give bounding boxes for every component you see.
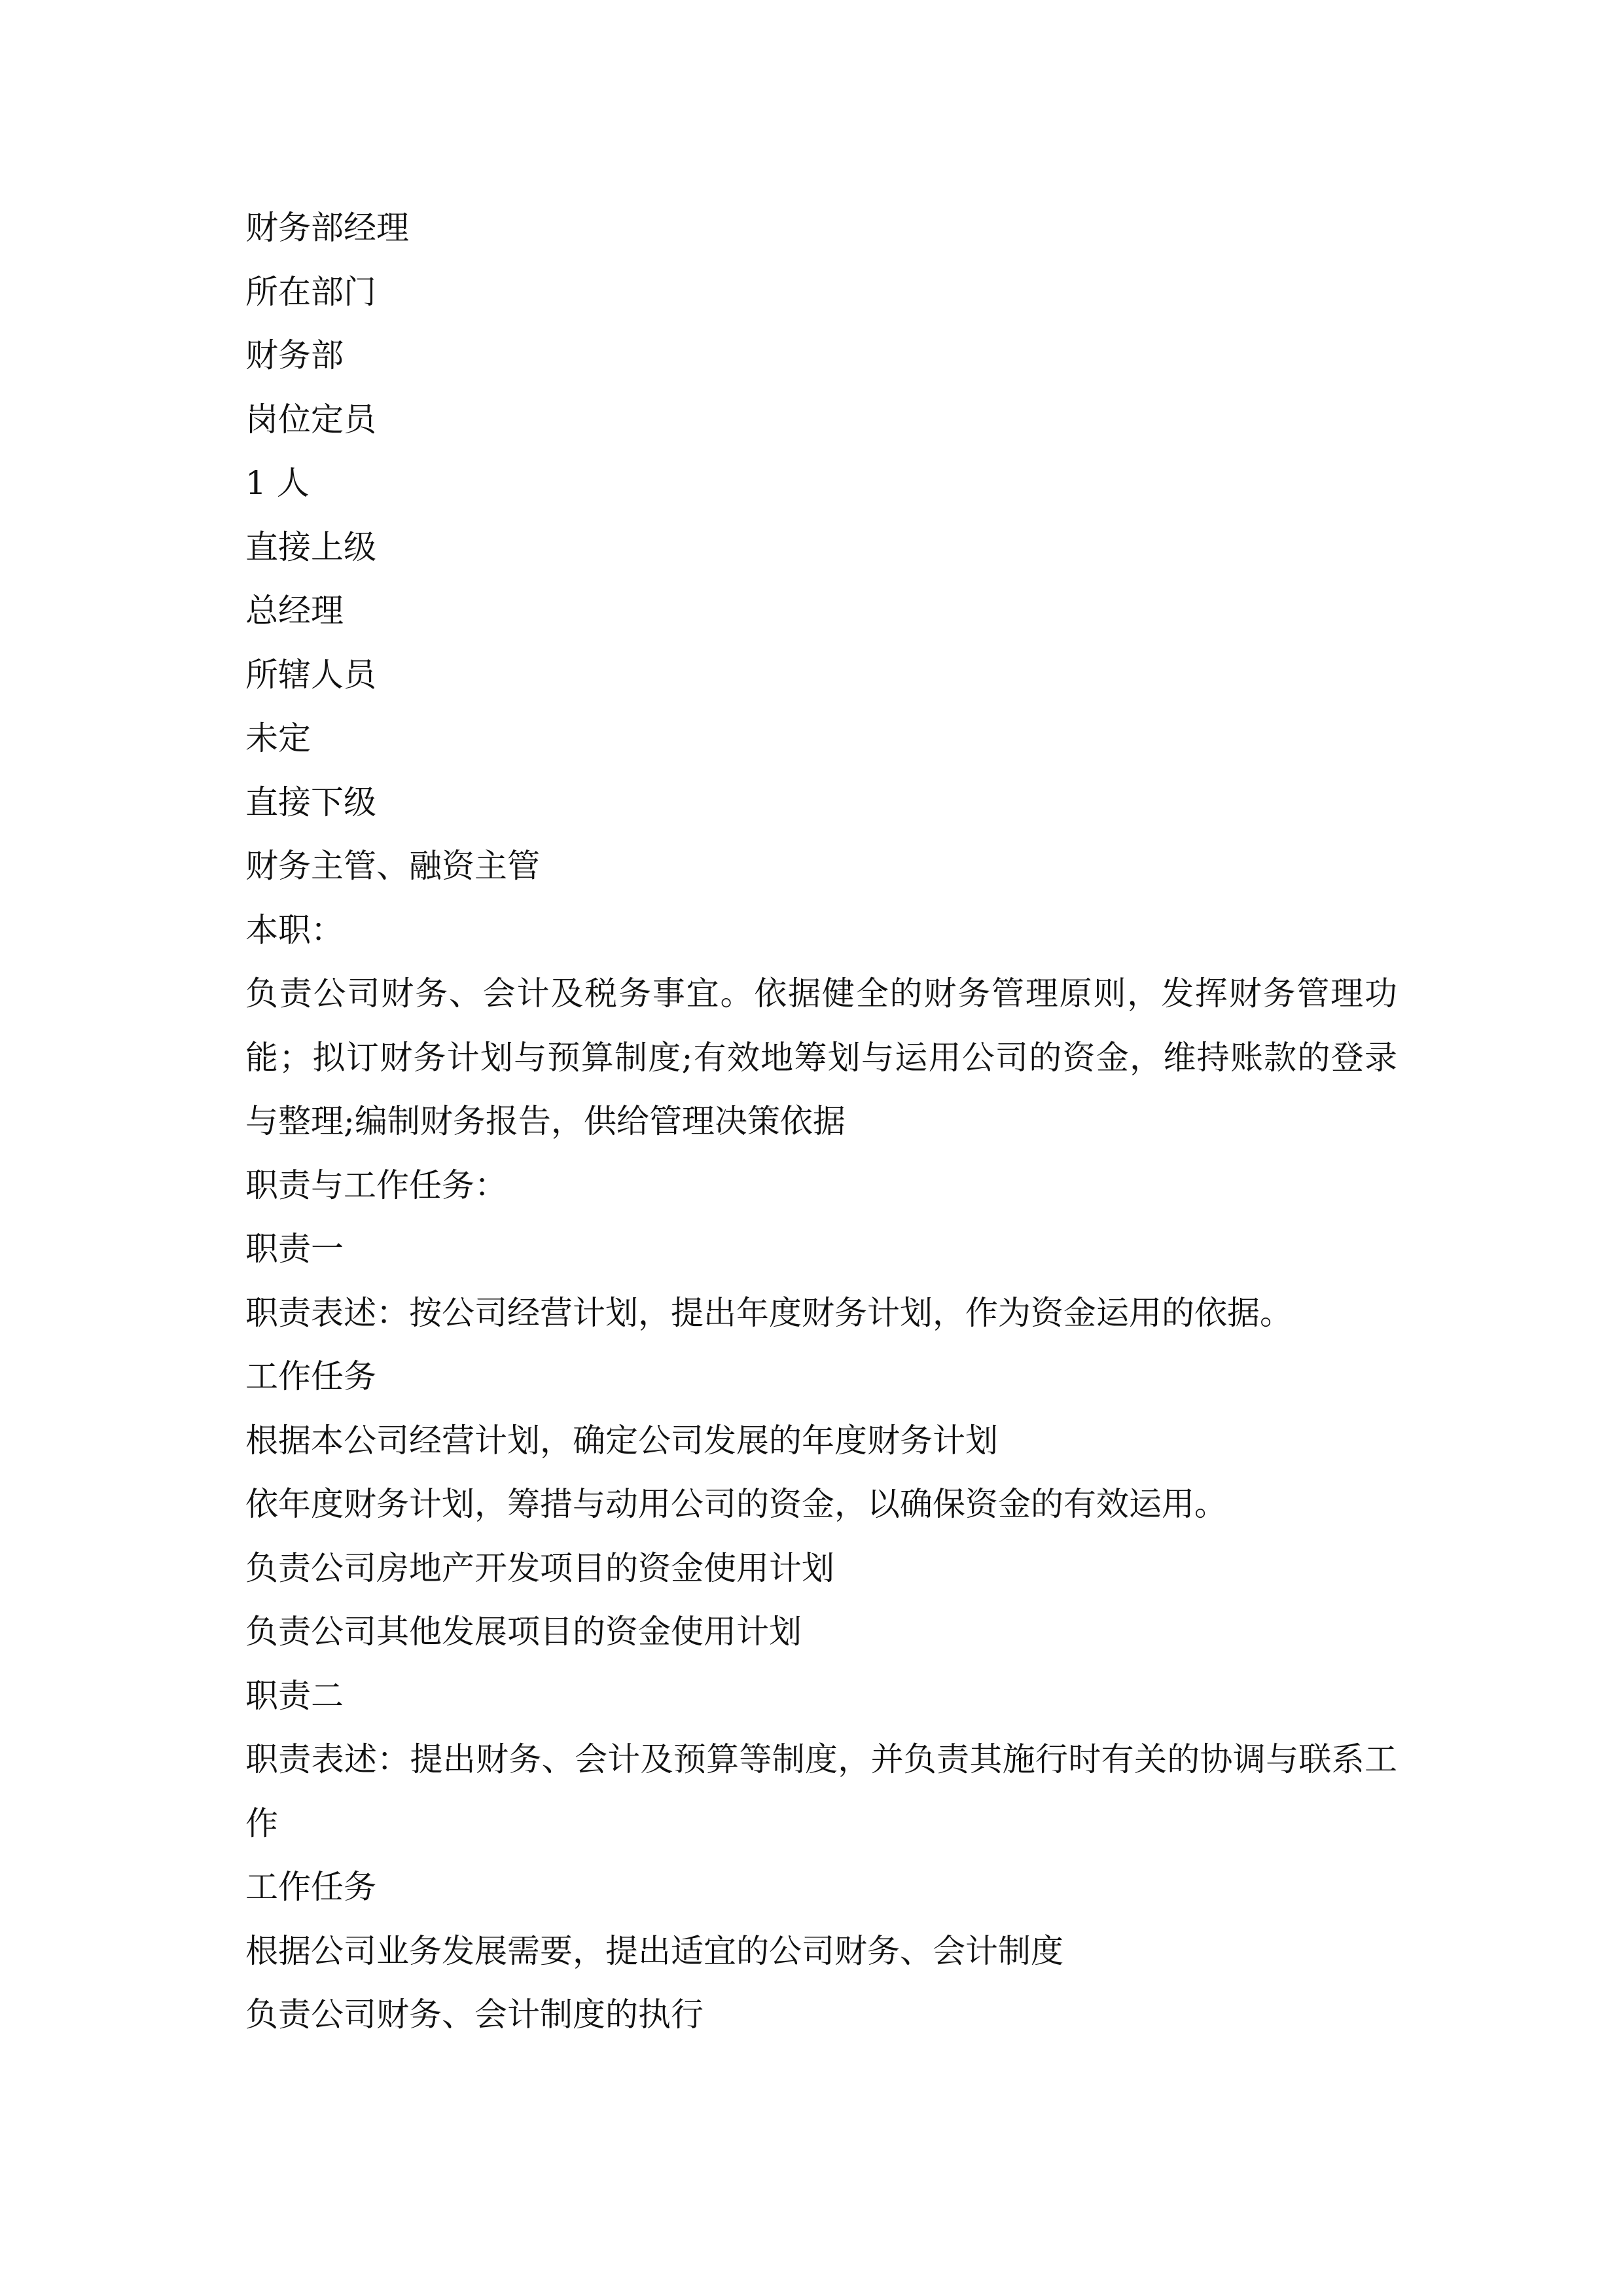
- document-body: [245, 196, 1397, 2047]
- duty-1-task: 依年度财务计划，筹措与动用公司的资金，以确保资金的有效运用。: [245, 1485, 1227, 1523]
- duty-1-task: 负责公司其他发展项目的资金使用计划: [245, 1613, 802, 1651]
- duty-1-tasks-heading: 工作任务: [245, 1357, 376, 1395]
- role-heading: 本职：: [245, 910, 344, 949]
- staff-value: 未定: [245, 719, 311, 757]
- duty-1-task: 负责公司房地产开发项目的资金使用计划: [245, 1549, 834, 1587]
- duty-2-tasks-heading: 工作任务: [245, 1868, 376, 1906]
- duty-1-description: 职责表述：按公司经营计划，提出年度财务计划，作为资金运用的依据。: [245, 1293, 1293, 1332]
- headcount-value: 1 人: [245, 464, 310, 502]
- department-label: 所在部门: [245, 272, 376, 311]
- superior-label: 直接上级: [245, 528, 376, 566]
- duty-1-task: 根据本公司经营计划，确定公司发展的年度财务计划: [245, 1421, 998, 1460]
- subordinate-label: 直接下级: [245, 783, 376, 821]
- role-summary: 负责公司财务、会计及税务事宜。依据健全的财务管理原则，发挥财务管理功能；拟订财务计划与预算制度;有效地筹划与运用公司的资金，维持账款的登录与整理;编制财务报告，供给管理决策依据: [245, 975, 1397, 1140]
- duties-heading: 职责与工作任务：: [245, 1166, 507, 1204]
- subordinate-value: 财务主管、融资主管: [245, 847, 540, 885]
- superior-value: 总经理: [245, 592, 344, 630]
- staff-label: 所辖人员: [245, 655, 376, 694]
- duty-2-heading: 职责二: [245, 1676, 344, 1715]
- duty-2-task: 负责公司财务、会计制度的执行: [245, 1996, 704, 2034]
- duty-1-heading: 职责一: [245, 1230, 344, 1268]
- duty-2-description: 职责表述：提出财务、会计及预算等制度，并负责其施行时有关的协调与联系工作: [245, 1740, 1397, 1842]
- department-value: 财务部: [245, 336, 344, 374]
- job-title: 财务部经理: [245, 209, 409, 247]
- duty-2-task: 根据公司业务发展需要，提出适宜的公司财务、会计制度: [245, 1931, 1063, 1970]
- headcount-label: 岗位定员: [245, 400, 376, 439]
